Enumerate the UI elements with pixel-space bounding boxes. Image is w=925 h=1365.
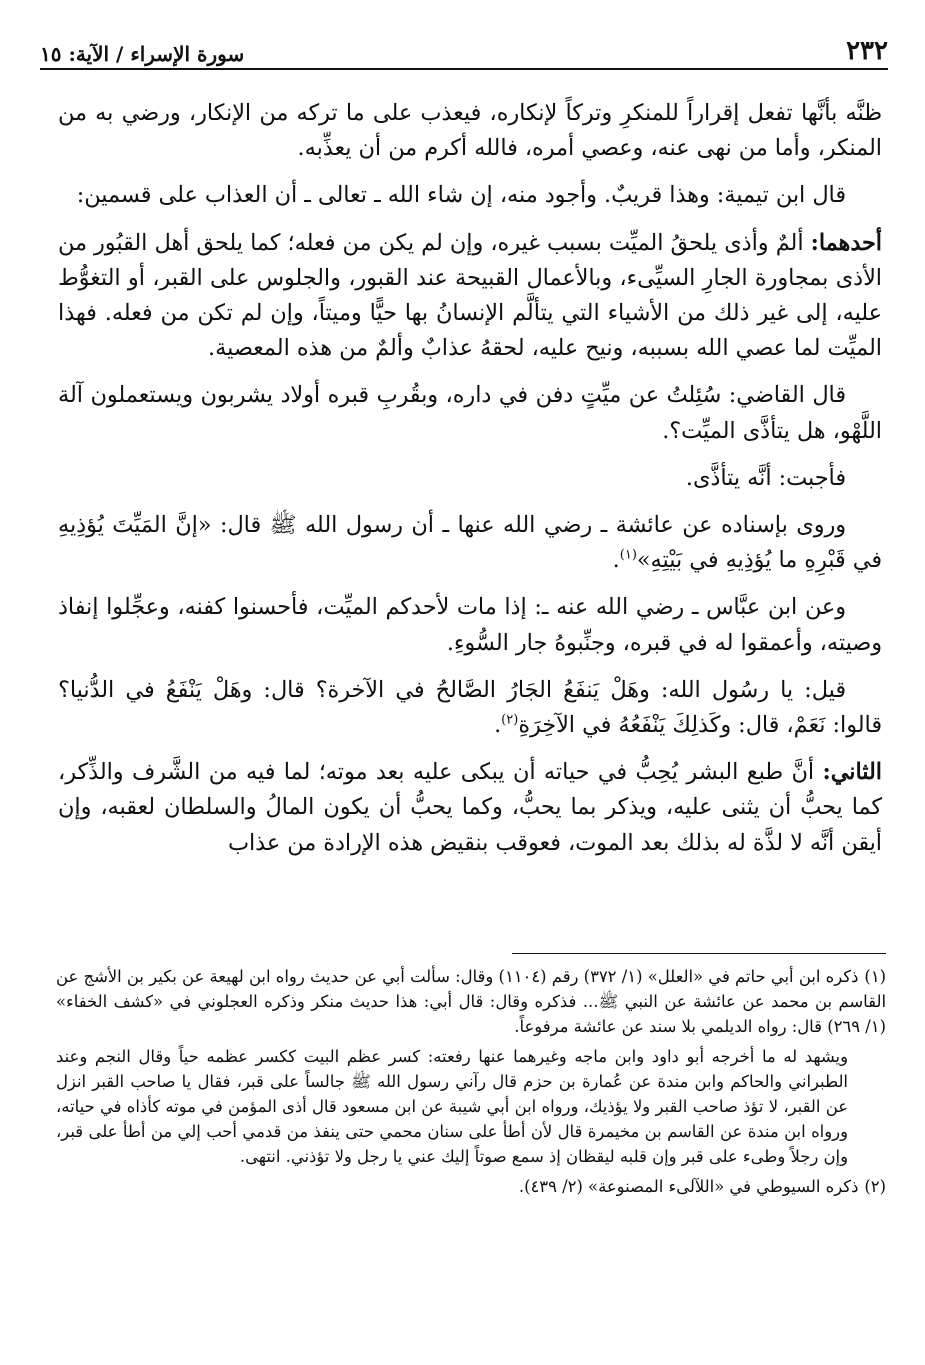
paragraph-end: . [494,712,502,739]
paragraph: فأجبت: أنَّه يتأذَّى. [685,464,846,491]
paragraph-text: أنَّ طبع البشر يُحِبُّ في حياته أن يبكى عليه بعد موته؛ لما فيه من الشَّرف والذِّكر، كما يحبُّ أن يثنى عليه، ويذكر بما يحبُّ، وكما يحبُّ أن يكون المالُ والسلطان لعقبه، وإن أيقن أنَّه لا لذَّة له بذلك بعد الموت، فعوقب بنقيض هذه الإرادة من عذاب [58,759,882,856]
paragraph: قال القاضي: سُئِلتُ عن ميِّتٍ دفن في داره، وبقُربِ قبره أولاد يشربون ويستعملون آلة اللَّهْو، هل يتأذَّى الميِّت؟. [58,382,882,444]
paragraph-text: وروى بإسناده عن عائشة ـ رضي الله عنها ـ أن رسول الله ﷺ قال: «إنَّ المَيِّتَ يُؤذِيهِ في قَبْرِهِ ما يُؤذِيهِ في بَيْتِهِ» [58,512,882,574]
page-number: ٢٣٢ [846,36,888,66]
paragraph [58,755,882,861]
footnote-continuation: ويشهد له ما أخرجه أبو داود وابن ماجه وغيرهما عنها رفعته: كسر عظم البيت ككسر عظمه حياً وقال النجم وعند الطبراني والحاكم وابن مندة عن عُمارة بن حزم قال رآني رسول الله ﷺ جالساً على قبر، فقال يا صاحب القبر انزل عن القبر، لا تؤذ صاحب القبر ولا يؤذيك، ورواه ابن أبي شيبة عن ابن مسعود قال أذى المؤمن في موته كأذاه في حياته، ورواه ابن مندة عن القاسم بن مخيمرة قال لأن أطأ على سنان محمي حتى ينفذ من قدمي أحب إلي من أطأ على قبر، وإن رجلاً وطىء على قبر وإن قلبه ليقظان إذ سمع صوتاً إليك عني يا رجل ولا تؤذني. انتهى. [56,1046,848,1167]
footnote [56,964,886,1040]
paragraph-text: قيل: يا رسُول الله: وهَلْ يَنفَعُ الجَارُ الصَّالحُ في الآخرة؟ قال: وهَلْ يَنْفَعُ في الدُّنيا؟ قالوا: نَعَمْ، قال: وكَذلِكَ يَنْفَعُهُ في الآخِرَةِ [58,676,882,739]
running-title: سورة الإسراء / الآية: ١٥ [40,42,245,66]
paragraph-lead: أحدهما: [810,229,882,256]
footnote-reference: (٢) [501,712,519,728]
paragraph-lead: الثاني: [822,759,882,786]
footnote-separator [512,953,886,954]
page-header [40,34,888,70]
footnote [56,1174,886,1199]
footnote-marker: (٢) [864,1176,886,1196]
footnote-text: ذكره ابن أبي حاتم في «العلل» (١/ ٣٧٢) رقم (١١٠٤) وقال: سألت أبي عن حديث رواه ابن لهيعة عن بكير بن الأشج عن القاسم بن محمد عن عائشة عن النبي ﷺ... فذكره وقال: قال أبي: هذا حديث منكر وذكره العجلوني في «كشف الخفاء» (١/ ٢٦٩) قال: رواه الديلمي بلا سند عن عائشة مرفوعاً. [56,967,886,1037]
footnote-text: ذكره السيوطي في «اللآلىء المصنوعة» (٢/ ٤٣٩). [518,1176,859,1196]
paragraph-end: . [612,547,620,574]
footnotes [56,964,886,1203]
paragraph [58,673,882,743]
footnote-marker: (١) [864,967,887,986]
paragraph: قال ابن تيمية: وهذا قريبٌ. وأجود منه، إن شاء الله ـ تعالى ـ أن العذاب على قسمين: [76,182,846,209]
paragraph-text: ألمٌ وأذى يلحقُ الميِّت بسبب غيره، وإن لم يكن من فعله؛ كما يلحق أهل القبُور من الأذى بمجاورة الجارِ السيِّىء، وبالأعمال القبيحة عند القبور، والجلوس على القبر، أو التغوُّط عليه، إلى غير ذلك من الأشياء التي يتألَّم الإنسانُ بها حيًّا وميتاً، وإن لم تكن من فعله. فهذا الميِّت لما عصي الله بسببه، ونيح عليه، لحقهُ عذابٌ وألمٌ من هذه المعصية. [58,229,882,362]
paragraph: ظنَّه بأنَّها تفعل إقراراً للمنكرِ وتركاً لإنكاره، فيعذب على ما تركه من الإنكار، ورضي به من المنكر، وأما من نهى عنه، وعصي أمره، فالله أكرم من أن يعذِّبه. [58,100,882,162]
footnote-reference: (١) [619,547,637,563]
main-text [58,96,882,873]
paragraph [58,226,882,367]
paragraph: وعن ابن عبَّاس ـ رضي الله عنه ـ: إذا مات لأحدكم الميِّت، فأحسنوا كفنه، وعجِّلوا إنفاذ وصيته، وأعمقوا له في قبره، وجنِّبوهُ جار السُّوءِ. [58,594,882,656]
paragraph [58,508,882,578]
